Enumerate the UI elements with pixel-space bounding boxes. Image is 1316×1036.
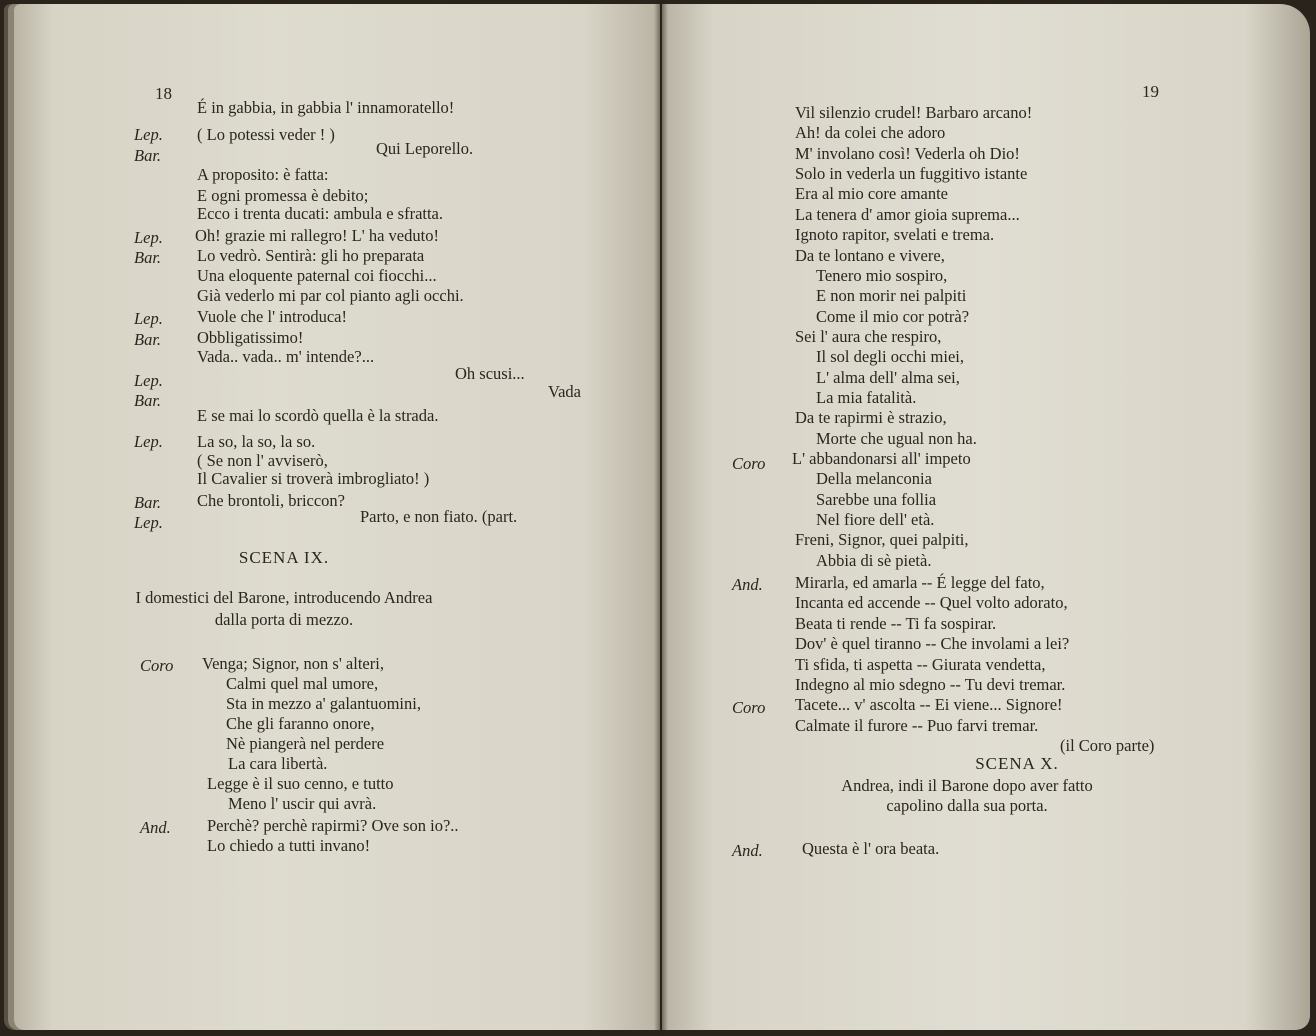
verse-line: Obbligatissimo! bbox=[197, 328, 304, 347]
speaker-label: And. bbox=[732, 841, 763, 860]
verse-line: La mia fatalità. bbox=[816, 387, 917, 407]
page-number: 18 bbox=[155, 84, 172, 103]
verse-line: E non morir nei palpiti bbox=[816, 286, 967, 306]
speaker-label: Bar. bbox=[134, 248, 162, 267]
scene-heading: SCENA IX. bbox=[238, 548, 330, 567]
verse-line: Da te lontano e vivere, bbox=[795, 245, 945, 265]
verse-line: (il Coro parte) bbox=[1060, 735, 1155, 755]
verse-line: Meno l' uscir qui avrà. bbox=[228, 794, 377, 813]
speaker-label: Lep. bbox=[134, 125, 163, 144]
verse-line: Da te rapirmi è strazio, bbox=[795, 408, 947, 428]
verse-line: Nè piangerà nel perdere bbox=[226, 734, 385, 753]
speaker-label: And. bbox=[732, 575, 763, 594]
verse-line: ( Se non l' avviserò, bbox=[197, 451, 328, 470]
verse-line: Il sol degli occhi miei, bbox=[816, 347, 965, 367]
verse-line: E ogni promessa è debito; bbox=[197, 186, 369, 205]
verse-line: Mirarla, ed amarla -- É legge del fato, bbox=[795, 573, 1045, 592]
verse-line: La cara libertà. bbox=[228, 754, 328, 773]
verse-line: Era al mio core amante bbox=[795, 184, 949, 204]
verse-line: Sta in mezzo a' galantuomini, bbox=[226, 694, 421, 713]
page-number: 19 bbox=[1142, 82, 1159, 101]
verse-line: Legge è il suo cenno, e tutto bbox=[207, 774, 394, 793]
verse-line: A proposito: è fatta: bbox=[197, 165, 329, 184]
verse-line: Calmate il furore -- Puo farvi tremar. bbox=[795, 715, 1039, 735]
verse-line: Sarebbe una follia bbox=[816, 489, 937, 509]
stage-direction: dalla porta di mezzo. bbox=[214, 610, 354, 629]
verse-line: Come il mio cor potrà? bbox=[816, 306, 970, 326]
scene-heading: SCENA X. bbox=[975, 754, 1059, 773]
verse-line: Beata ti rende -- Ti fa sospirar. bbox=[795, 613, 997, 633]
speaker-label: Coro bbox=[732, 454, 766, 473]
verse-line: Indegno al mio sdegno -- Tu devi tremar. bbox=[795, 674, 1066, 694]
verse-line: La tenera d' amor gioia suprema... bbox=[795, 204, 1020, 224]
verse-line: Della melanconia bbox=[816, 469, 932, 489]
verse-line: Dov' è quel tiranno -- Che involami a lei? bbox=[795, 634, 1070, 654]
speaker-label: Bar. bbox=[134, 493, 162, 512]
speaker-label: Lep. bbox=[134, 432, 163, 451]
verse-line: Parto, e non fiato. (part. bbox=[360, 507, 518, 526]
verse-line: Incanta ed accende -- Quel volto adorato, bbox=[795, 593, 1068, 613]
verse-line: E se mai lo scordò quella è la strada. bbox=[197, 406, 439, 425]
stage-direction: I domestici del Barone, introducendo Andrea bbox=[135, 588, 433, 607]
verse-line: Lo vedrò. Sentirà: gli ho preparata bbox=[197, 246, 425, 265]
verse-line: Nel fiore dell' età. bbox=[816, 510, 935, 529]
verse-line: Perchè? perchè rapirmi? Ove son io?.. bbox=[207, 816, 459, 835]
verse-line: Qui Leporello. bbox=[376, 139, 474, 158]
verse-line: Abbia di sè pietà. bbox=[816, 550, 932, 570]
verse-line: La so, la so, la so. bbox=[197, 432, 316, 451]
verse-line: É in gabbia, in gabbia l' innamoratello! bbox=[197, 98, 455, 117]
verse-line: Vuole che l' introduca! bbox=[197, 307, 347, 326]
verse-line: Ecco i trenta ducati: ambula e sfratta. bbox=[197, 204, 444, 223]
verse-line: Solo in vederla un fuggitivo istante bbox=[795, 164, 1028, 184]
speaker-label: Bar. bbox=[134, 391, 162, 410]
verse-line: Questa è l' ora beata. bbox=[802, 839, 940, 858]
verse-line: Morte che ugual non ha. bbox=[816, 428, 977, 448]
verse-line: Una eloquente paternal coi fiocchi... bbox=[197, 266, 437, 285]
verse-line: Oh! grazie mi rallegro! L' ha veduto! bbox=[195, 226, 439, 245]
right-page bbox=[662, 4, 1310, 1030]
verse-line: L' alma dell' alma sei, bbox=[816, 367, 960, 387]
verse-line: Ah! da colei che adoro bbox=[795, 123, 946, 143]
verse-line: Ti sfida, ti aspetta -- Giurata vendetta, bbox=[795, 654, 1046, 674]
stage-direction: capolino dalla sua porta. bbox=[886, 796, 1048, 815]
verse-line: Vada bbox=[548, 382, 581, 401]
verse-line: Che gli faranno onore, bbox=[226, 714, 375, 733]
verse-line: Il Cavalier si troverà imbrogliato! ) bbox=[197, 469, 430, 488]
speaker-label: Coro bbox=[732, 698, 766, 717]
left-page bbox=[14, 4, 660, 1030]
verse-line: Freni, Signor, quei palpiti, bbox=[795, 530, 969, 550]
verse-line: Che brontoli, briccon? bbox=[197, 491, 346, 510]
speaker-label: Lep. bbox=[134, 371, 163, 390]
stage-direction: Andrea, indi il Barone dopo aver fatto bbox=[841, 776, 1093, 795]
book-gutter bbox=[654, 0, 668, 1036]
verse-line: Vil silenzio crudel! Barbaro arcano! bbox=[795, 103, 1033, 122]
speaker-label: Bar. bbox=[134, 330, 162, 349]
verse-line: ( Lo potessi veder ! ) bbox=[197, 125, 335, 144]
speaker-label: Bar. bbox=[134, 146, 162, 165]
verse-line: Sei l' aura che respiro, bbox=[795, 326, 942, 346]
verse-line: Calmi quel mal umore, bbox=[226, 674, 379, 693]
speaker-label: Lep. bbox=[134, 513, 163, 532]
verse-line: M' involano così! Vederla oh Dio! bbox=[795, 143, 1020, 163]
verse-line: Tacete... v' ascolta -- Ei viene... Signore! bbox=[795, 695, 1063, 715]
verse-line: Vada.. vada.. m' intende?... bbox=[197, 347, 375, 366]
verse-line: Tenero mio sospiro, bbox=[816, 265, 948, 285]
speaker-label: And. bbox=[140, 818, 171, 837]
verse-line: L' abbandonarsi all' impeto bbox=[792, 449, 971, 468]
verse-line: Venga; Signor, non s' alteri, bbox=[202, 654, 384, 673]
verse-line: Già vederlo mi par col pianto agli occhi. bbox=[197, 286, 464, 305]
verse-line: Lo chiedo a tutti invano! bbox=[207, 836, 371, 855]
speaker-label: Coro bbox=[140, 656, 174, 675]
speaker-label: Lep. bbox=[134, 309, 163, 328]
verse-line: Ignoto rapitor, svelati e trema. bbox=[795, 225, 995, 245]
speaker-label: Lep. bbox=[134, 228, 163, 247]
verse-line: Oh scusi... bbox=[455, 364, 525, 383]
